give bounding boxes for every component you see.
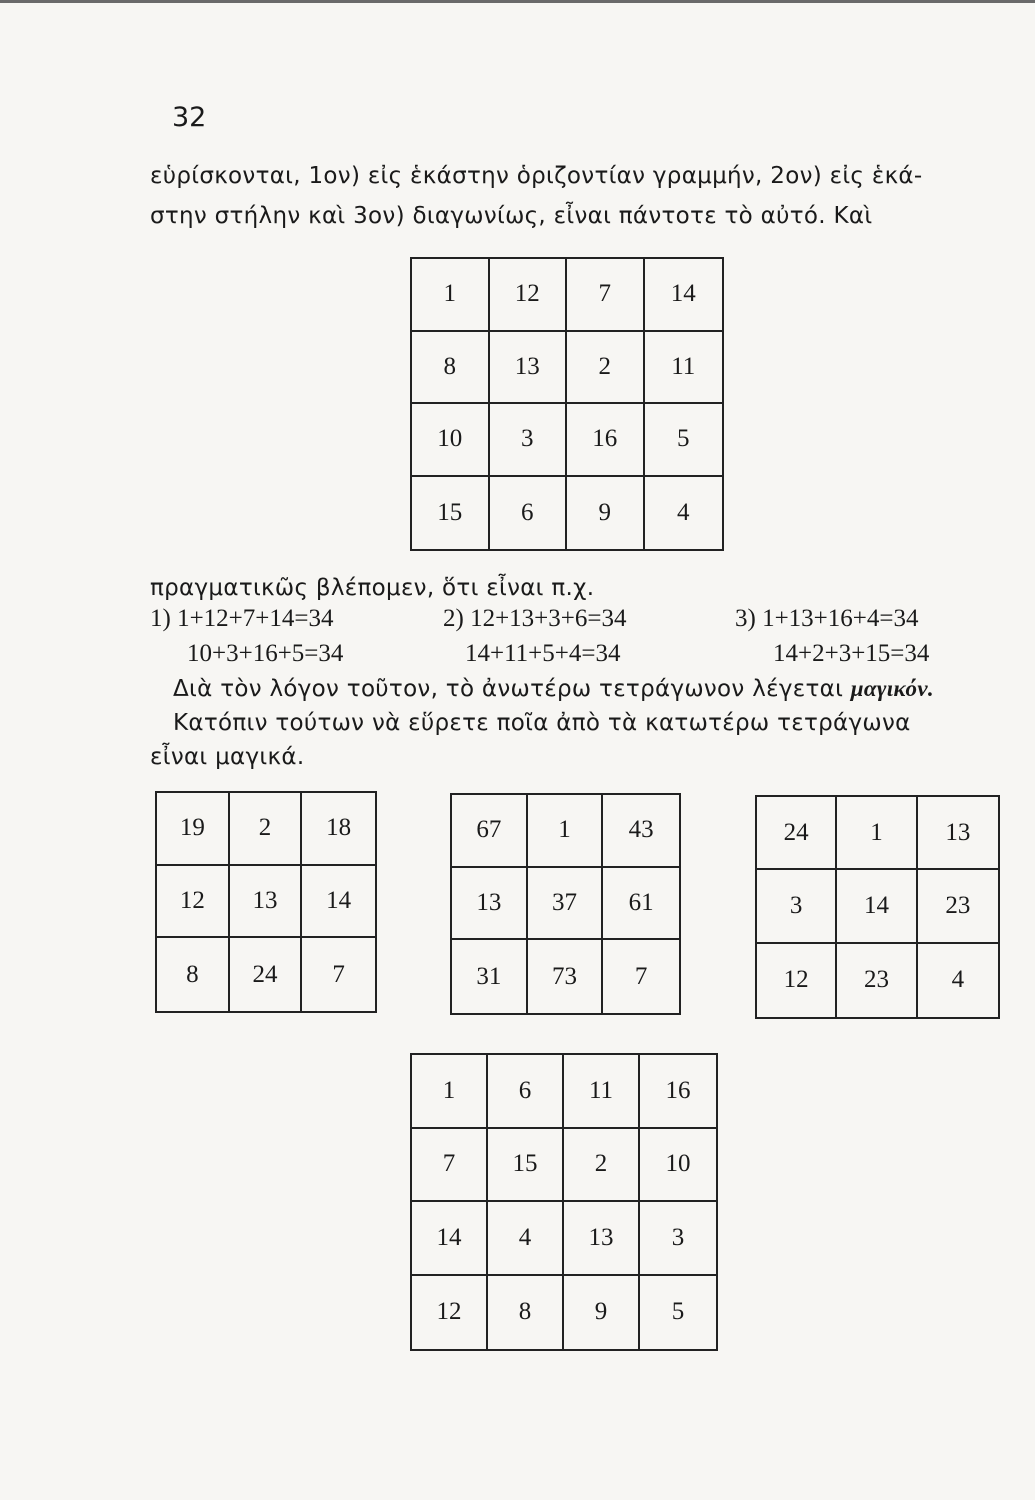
grid-cell: 11: [645, 332, 723, 405]
grid-cell: 1: [412, 259, 490, 332]
grid-cell: 19: [157, 793, 230, 866]
grid-cell: 1: [528, 795, 604, 868]
conclusion-text: Διὰ τὸν λόγον τοῦτον, τὸ ἀνωτέρω τετράγωνον λέγεται: [173, 676, 851, 702]
equation-2a: 2) 12+13+3+6=34: [443, 605, 627, 632]
grid-cell: 16: [567, 404, 645, 477]
grid-cell: 2: [230, 793, 303, 866]
grid-cell: 4: [951, 966, 965, 994]
grid-cell: 3: [757, 870, 837, 943]
grid-cell: 18: [302, 793, 375, 866]
grid-cell: 14: [837, 870, 917, 943]
grid-cell: 31: [452, 940, 528, 1013]
grid-cell: 10: [640, 1129, 716, 1203]
equation-1b: 10+3+16+5=34: [187, 640, 344, 667]
page-top-edge: [0, 0, 1035, 3]
grid-cell: 5: [671, 1298, 685, 1326]
grid-cell: 43: [603, 795, 679, 868]
magic-term: μαγικόν.: [850, 676, 934, 701]
grid-cell: 13: [230, 866, 303, 939]
grid-cell: 4: [488, 1202, 564, 1276]
grid-cell: 11: [564, 1055, 640, 1129]
grid-cell: 7: [412, 1129, 488, 1203]
grid-cell: 2: [564, 1129, 640, 1203]
grid-cell: 37: [528, 868, 604, 941]
grid-cell: 7: [332, 960, 345, 988]
grid-cell: 3: [490, 404, 568, 477]
grid-cell: 13: [490, 332, 568, 405]
grid-cell: 14: [645, 259, 723, 332]
grid-cell: 13: [452, 868, 528, 941]
grid-cell: 4: [677, 498, 690, 526]
square-4x4-last: [410, 1053, 718, 1351]
question-line-1: Κατόπιν τούτων νὰ εὕρετε ποῖα ἀπὸ τὰ κατωτέρω τετράγωνα: [173, 710, 911, 736]
square-3x3-a: [155, 791, 377, 1013]
grid-cell: 24: [230, 938, 303, 1011]
grid-cell: 6: [488, 1055, 564, 1129]
grid-cell: 23: [918, 870, 998, 943]
equation-3b: 14+2+3+15=34: [773, 640, 930, 667]
grid-cell: 15: [488, 1129, 564, 1203]
grid-cell: 12: [490, 259, 568, 332]
page-number: 32: [172, 102, 207, 133]
grid-cell: 5: [645, 404, 723, 477]
grid-cell: 24: [757, 797, 837, 870]
grid-cell: 3: [640, 1202, 716, 1276]
grid-cell: 8: [488, 1276, 564, 1350]
grid-cell: 23: [837, 944, 917, 1017]
grid-cell: 6: [490, 477, 568, 550]
equation-3a: 3) 1+13+16+4=34: [735, 605, 919, 632]
grid-cell: 7: [567, 259, 645, 332]
grid-cell: 9: [567, 477, 645, 550]
square-3x3-b: [450, 793, 681, 1015]
grid-cell: 73: [528, 940, 604, 1013]
grid-cell: 15: [412, 477, 490, 550]
conclusion-line: [173, 676, 934, 702]
question-line-2: εἶναι μαγικά.: [150, 744, 305, 770]
grid-cell: 8: [412, 332, 490, 405]
magic-square-example: [410, 257, 724, 551]
example-intro: πραγματικῶς βλέπομεν, ὅτι εἶναι π.χ.: [150, 575, 595, 601]
grid-cell: 16: [640, 1055, 716, 1129]
grid-cell: 9: [564, 1276, 640, 1350]
grid-cell: 14: [302, 866, 375, 939]
grid-cell: 8: [157, 938, 230, 1011]
grid-cell: 13: [564, 1202, 640, 1276]
grid-cell: 1: [837, 797, 917, 870]
grid-cell: 7: [634, 962, 648, 990]
grid-cell: 12: [757, 944, 837, 1017]
intro-line-2: στην στήλην καὶ 3ον) διαγωνίως, εἶναι πάντοτε τὸ αὐτό. Καὶ: [150, 203, 873, 229]
equation-1a: 1) 1+12+7+14=34: [150, 605, 334, 632]
intro-line-1: εὑρίσκονται, 1ον) εἰς ἑκάστην ὁριζοντίαν γραμμήν, 2ον) εἰς ἑκά-: [150, 163, 923, 189]
grid-cell: 12: [157, 866, 230, 939]
grid-cell: 10: [412, 404, 490, 477]
equation-2b: 14+11+5+4=34: [465, 640, 621, 667]
grid-cell: 61: [603, 868, 679, 941]
grid-cell: 14: [412, 1202, 488, 1276]
grid-cell: 1: [412, 1055, 488, 1129]
grid-cell: 12: [412, 1276, 488, 1350]
grid-cell: 2: [567, 332, 645, 405]
grid-cell: 67: [452, 795, 528, 868]
grid-cell: 13: [918, 797, 998, 870]
square-3x3-c: [755, 795, 1000, 1019]
